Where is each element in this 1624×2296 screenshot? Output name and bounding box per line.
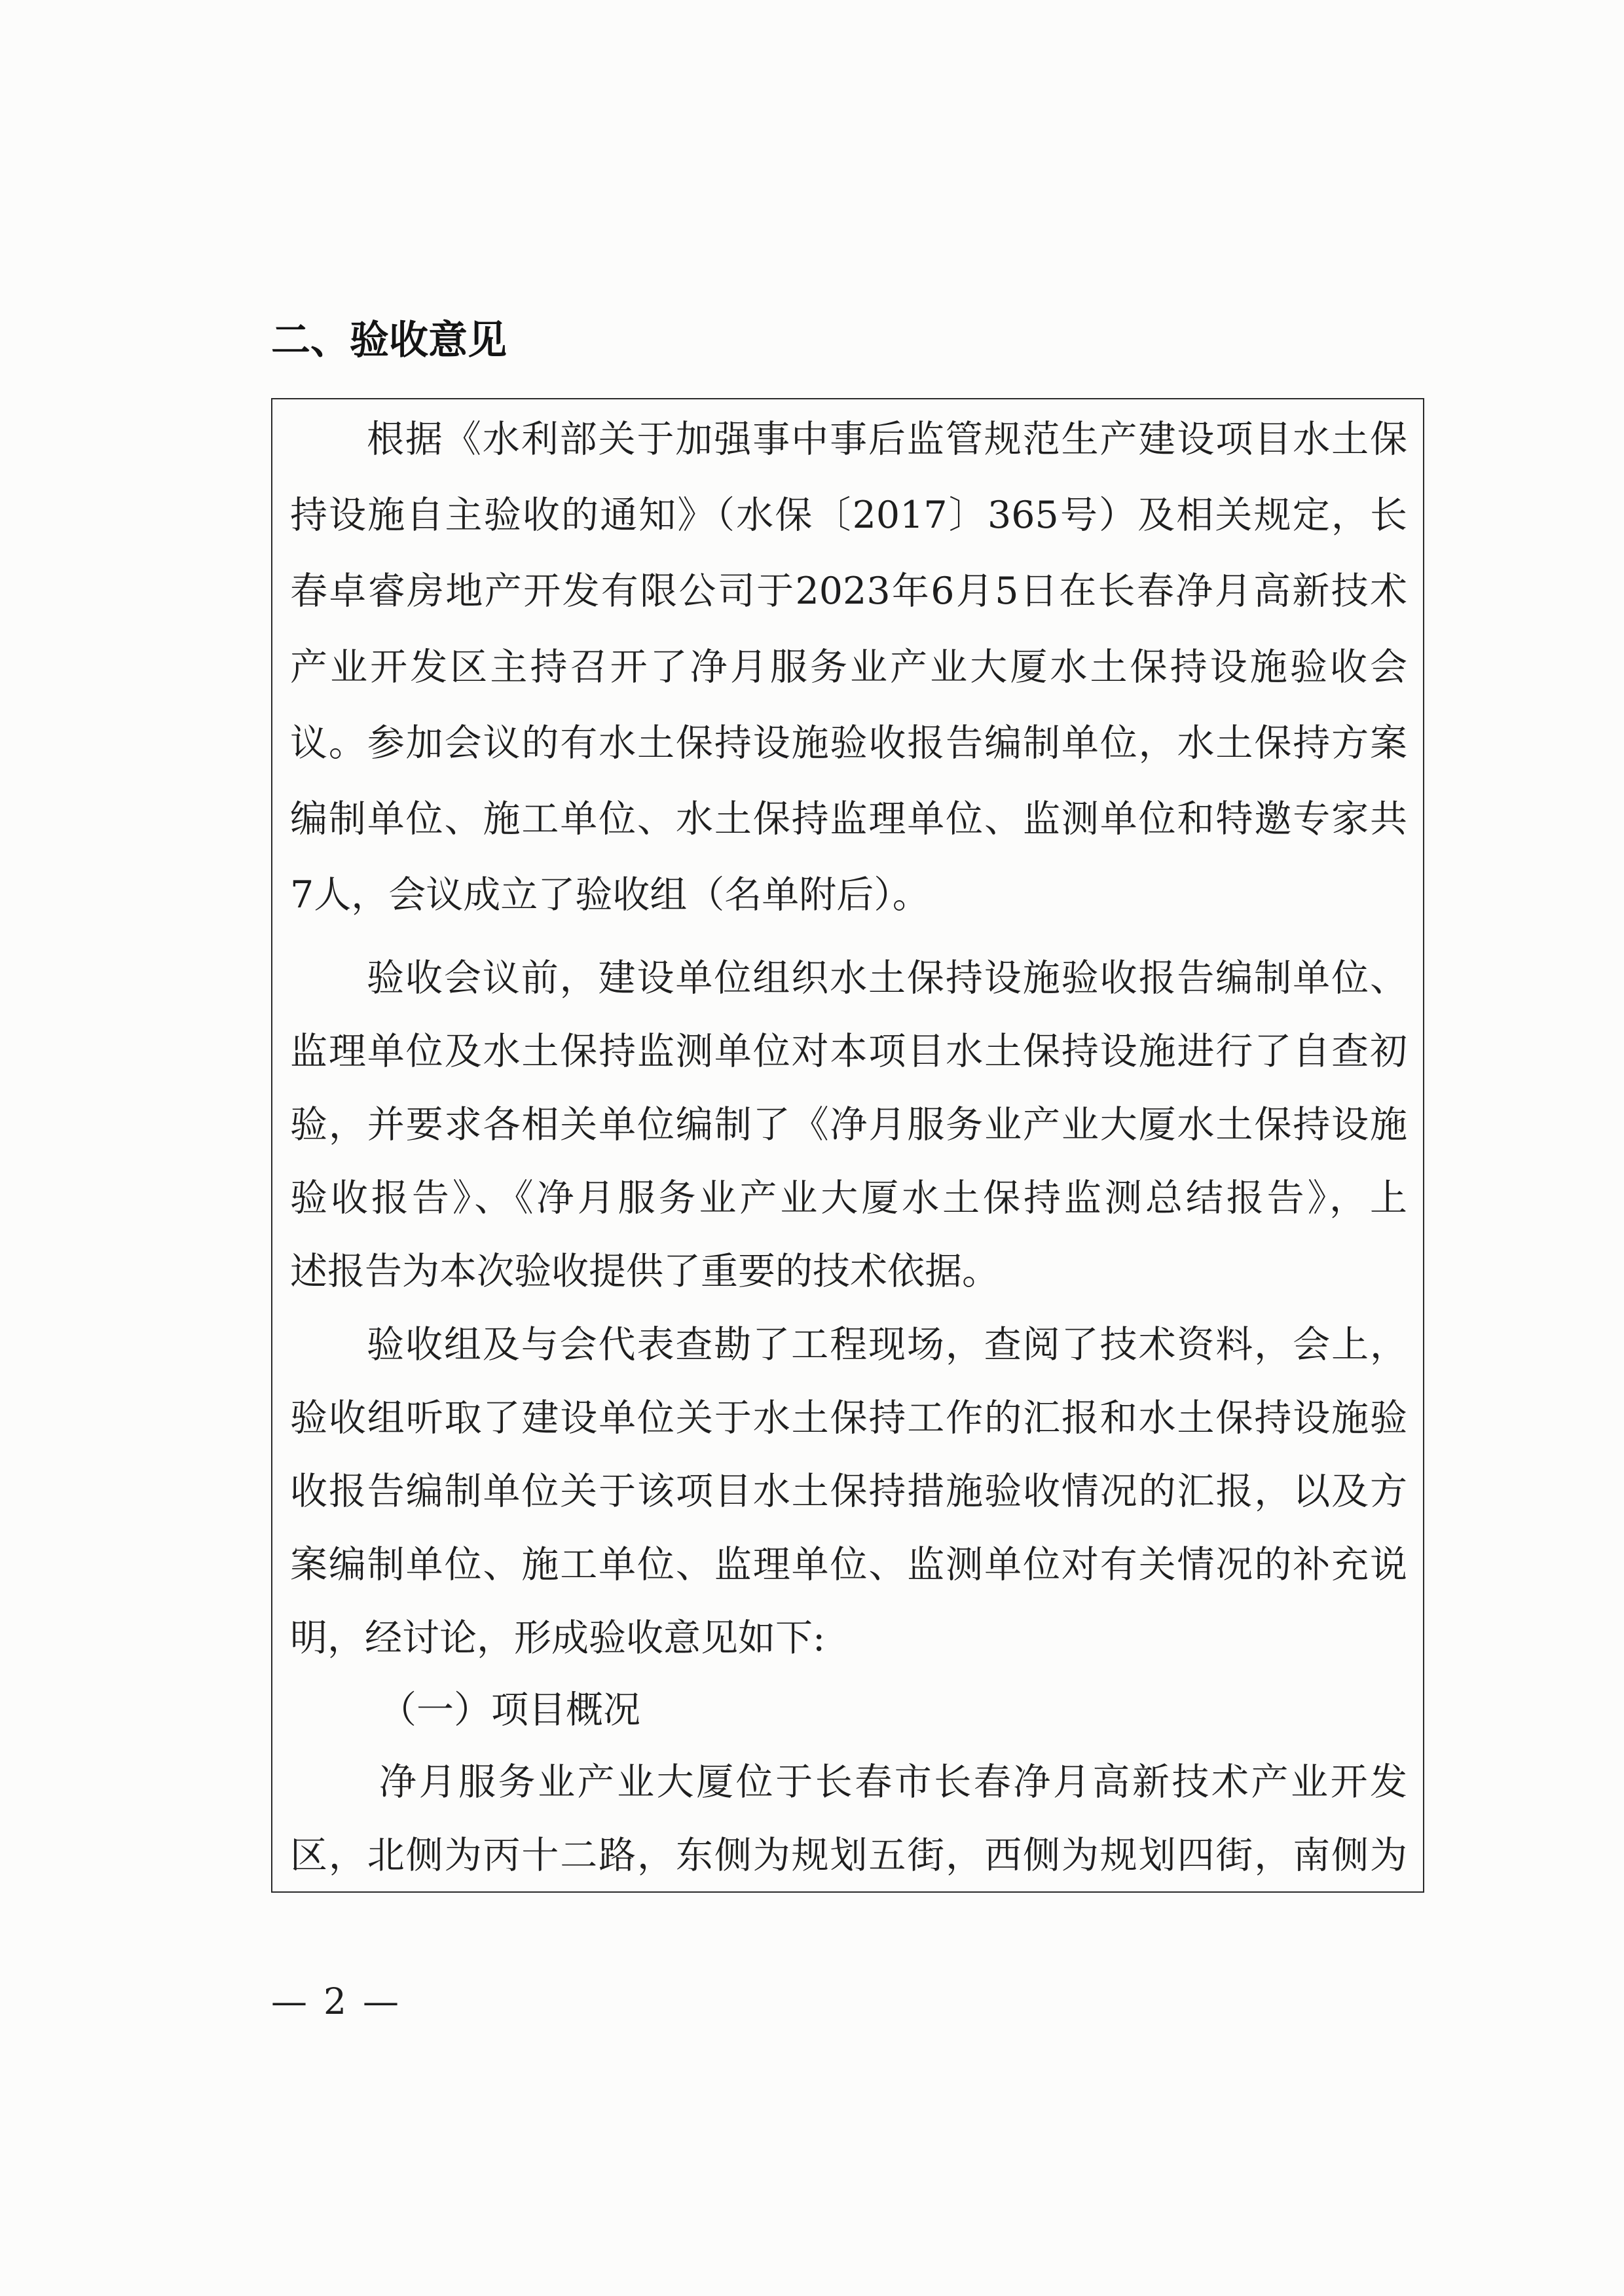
- text-line: 案编制单位、施工单位、监理单位、监测单位对有关情况的补充说: [290, 1543, 1407, 1586]
- subheading-project-overview: [290, 1675, 1407, 1745]
- text-line: 7人，会议成立了验收组（名单附后）。: [290, 873, 930, 917]
- section-heading: 二、验收意见: [271, 318, 507, 363]
- opinion-box: [271, 398, 1424, 1893]
- text-line: 净月服务业产业大厦位于长春市长春净月高新技术产业开发: [379, 1760, 1407, 1804]
- page-number: — 2 —: [271, 1980, 399, 2022]
- text-line: （一）项目概况: [379, 1688, 640, 1732]
- paragraph-site-inspection: [290, 1308, 1407, 1675]
- text-line: 根据《水利部关于加强事中事后监管规范生产建设项目水土保: [367, 418, 1407, 461]
- text-line: 监理单位及水土保持监测单位对本项目水土保持设施进行了自查初: [290, 1030, 1407, 1073]
- text-line: 持设施自主验收的通知》（水保〔2017〕365号）及相关规定，长: [290, 494, 1407, 537]
- text-line: 明，经讨论，形成验收意见如下:: [290, 1616, 826, 1660]
- text-line: 议。参加会议的有水土保持设施验收报告编制单位，水土保持方案: [290, 721, 1407, 765]
- text-line: 验收会议前，建设单位组织水土保持设施验收报告编制单位、: [367, 957, 1407, 1000]
- text-line: 收报告编制单位关于该项目水土保持措施验收情况的汇报，以及方: [290, 1470, 1407, 1513]
- paragraph-project-location: [290, 1745, 1407, 1892]
- text-line: 验收组及与会代表查勘了工程现场，查阅了技术资料，会上，: [367, 1323, 1407, 1366]
- text-line: 编制单位、施工单位、水土保持监理单位、监测单位和特邀专家共: [290, 797, 1407, 841]
- text-line: 区，北侧为丙十二路，东侧为规划五街，西侧为规划四街，南侧为: [290, 1834, 1407, 1877]
- paragraph-pre-inspection: [290, 941, 1407, 1308]
- text-line: 产业开发区主持召开了净月服务业产业大厦水土保持设施验收会: [290, 646, 1407, 689]
- paragraph-meeting-background: [290, 401, 1407, 933]
- text-line: 述报告为本次验收提供了重要的技术依据。: [290, 1250, 999, 1293]
- opinion-text: [290, 401, 1407, 1892]
- text-line: 验收组听取了建设单位关于水土保持工作的汇报和水土保持设施验: [290, 1396, 1407, 1440]
- text-line: 春卓睿房地产开发有限公司于2023年6月5日在长春净月高新技术: [290, 570, 1407, 613]
- text-line: 验，并要求各相关单位编制了《净月服务业产业大厦水土保持设施: [290, 1103, 1407, 1146]
- text-line: 验收报告》、《净月服务业产业大厦水土保持监测总结报告》，上: [290, 1176, 1407, 1220]
